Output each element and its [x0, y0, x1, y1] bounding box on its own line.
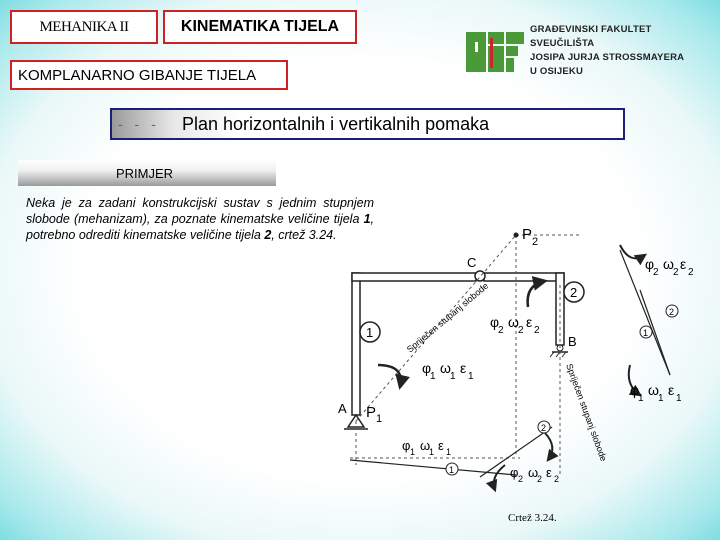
side-omega1-sub: 1 — [658, 393, 664, 404]
logo-line-2: SVEUČILIŠTA — [530, 38, 595, 49]
kinematics-side-1 — [630, 382, 682, 404]
side-phi1-sub: 1 — [638, 393, 644, 404]
heading-dashes: - - - — [118, 116, 160, 132]
side-omega2: ω — [663, 256, 674, 272]
plan-phi1: φ — [402, 438, 411, 453]
omega1-sub: 1 — [450, 371, 456, 382]
plan-omega1: ω — [420, 438, 431, 453]
plan-eps2: ε — [546, 465, 552, 480]
example-label: PRIMJER — [116, 166, 174, 181]
rotation-arrow-2 — [528, 281, 545, 307]
phi1-symbol: φ — [422, 360, 432, 376]
topic-title: KINEMATIKA TIJELA — [163, 10, 357, 44]
plan-eps2-sub: 2 — [554, 474, 560, 484]
frame-body-2 — [484, 273, 564, 345]
badge-body-1-label: 1 — [366, 325, 374, 340]
plan-omega2-sub: 2 — [537, 474, 543, 484]
logo-line-1: GRAĐEVINSKI FAKULTET — [530, 24, 652, 35]
phi1-sub: 1 — [430, 371, 436, 382]
rotation-arrow-6 — [494, 465, 505, 490]
plan-phi2: φ — [510, 465, 519, 480]
label-p1-sub: 1 — [376, 413, 383, 425]
label-p2-sub: 2 — [532, 236, 539, 248]
example-banner — [18, 160, 276, 186]
label-p1: P — [366, 404, 377, 421]
plan-eps1: ε — [438, 438, 444, 453]
example-description — [26, 195, 374, 243]
plan-omega2: ω — [528, 465, 539, 480]
kinematics-body-2 — [490, 314, 540, 336]
rotation-arrow-3 — [620, 245, 645, 258]
label-b: B — [568, 334, 577, 349]
plan-badge-1-label: 1 — [449, 465, 455, 475]
label-a: A — [338, 401, 347, 416]
logo-line-3: JOSIPA JURJA STROSSMAYERA — [530, 52, 685, 63]
label-c: C — [467, 255, 477, 270]
side-omega2-sub: 2 — [673, 267, 679, 278]
desc-part-1: Neka je za zadani konstrukcijski sustav s jednim stupnjem slobode (mehanizam), za poznate kinematske veličine tijela — [26, 196, 374, 226]
hinge-c — [475, 271, 485, 281]
displacement-plan — [350, 250, 670, 477]
plan-eps1-sub: 1 — [446, 447, 452, 457]
course-title: MEHANIKA II — [10, 10, 158, 44]
side-phi2: φ — [645, 256, 655, 272]
figure-caption: Crtež 3.24. — [508, 512, 557, 524]
omega1-symbol: ω — [440, 360, 451, 376]
plan-badge-2-label: 2 — [541, 423, 547, 433]
desc-bold-1: 1 — [363, 212, 371, 226]
rotation-arrow-1 — [378, 365, 401, 387]
side-phi2-sub: 2 — [653, 267, 659, 278]
constraint-label-1: Spriječen stupanj slobode — [404, 280, 491, 355]
faculty-logo — [466, 22, 706, 82]
side-eps2-sub: 2 — [688, 267, 694, 278]
desc-part-2: , potrebno odrediti kinematske veličine tijela — [26, 212, 374, 242]
plan-omega1-sub: 1 — [429, 447, 435, 457]
side-omega1: ω — [648, 382, 659, 398]
side-phi1: φ — [630, 382, 640, 398]
pole-p2 — [514, 233, 519, 238]
kinematics-plan-1 — [402, 438, 451, 457]
section-heading — [110, 108, 625, 140]
section-title: Plan horizontalnih i vertikalnih pomaka — [182, 113, 490, 134]
rotation-arrow-5 — [545, 433, 552, 460]
subtopic-title: KOMPLANARNO GIBANJE TIJELA — [10, 60, 288, 90]
eps1-symbol: ε — [460, 360, 467, 376]
label-p2: P — [522, 226, 533, 243]
eps1-sub: 1 — [468, 371, 474, 382]
omega2-symbol: ω — [508, 314, 519, 330]
eps2-symbol: ε — [526, 314, 533, 330]
badge-body-2-label: 2 — [570, 285, 578, 300]
phi2-symbol: φ — [490, 314, 500, 330]
phi2-sub: 2 — [498, 325, 504, 336]
kinematics-body-1 — [422, 360, 474, 382]
side-badge-2-label: 2 — [669, 307, 675, 317]
desc-bold-2: 2 — [264, 228, 272, 242]
support-b — [550, 345, 568, 357]
side-badge-1-label: 1 — [643, 328, 649, 338]
omega2-sub: 2 — [518, 325, 524, 336]
mechanism-diagram — [330, 215, 700, 505]
eps2-sub: 2 — [534, 325, 540, 336]
logo-mark-icon — [466, 28, 526, 76]
logo-line-4: U OSIJEKU — [530, 66, 584, 77]
plan-phi1-sub: 1 — [410, 447, 416, 457]
side-eps1-sub: 1 — [676, 393, 682, 404]
plan-phi2-sub: 2 — [518, 474, 524, 484]
constraint-label-2: Spriječen stupanj slobode — [564, 362, 609, 463]
side-eps1: ε — [668, 382, 675, 398]
kinematics-side-2 — [645, 256, 694, 278]
side-eps2: ε — [680, 256, 687, 272]
construction-lines — [350, 235, 580, 475]
kinematics-plan-2 — [510, 465, 559, 484]
desc-part-3: , crtež 3.24. — [271, 228, 337, 242]
